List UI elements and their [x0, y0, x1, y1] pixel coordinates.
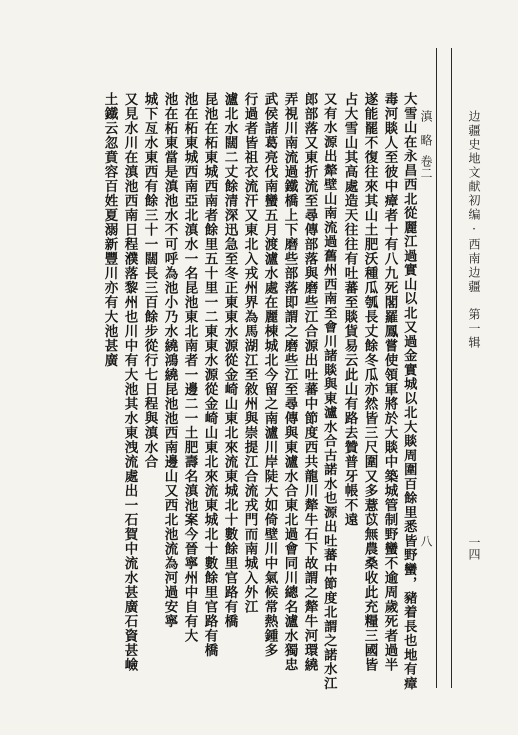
text-column-9: 行過者皆祖衣流汗又東北入戎州界為馬湖江至敘州與崇提江合流戎門而南城入外江: [241, 92, 258, 614]
frame-rule-outer: [451, 48, 452, 688]
text-column-12: 池在柘東城西南亞北滇水一名昆池東北南者一邊二一土肥壽名滇池案今晉寧州中自有大: [181, 92, 198, 643]
text-column-8: 武侯諸葛亮伐南蠻五月渡瀘水處在麗棟城北今留之南瀘川岸陡大如倚壁川中氣候常熱鍾多: [261, 92, 278, 658]
text-column-2: 毒河賧人至彼中瘴者十有八九死閣羅鳳嘗使領軍將於大賧中築城管制野蠻不逾周歲死者過半: [381, 92, 398, 672]
text-column-3: 遂能罷不復往來其山土肥沃種瓜瓠長丈餘冬瓜亦然皆三尺圍又多薏苡無農桑收此充糧三國皆: [361, 92, 378, 672]
text-column-16: 土鐵云忽賁容百姓夏溺新豐川亦有大池甚廣: [101, 92, 118, 368]
text-column-1: 大雪山在永昌西北從麗江過實山以北又過金實城以北大賧周圍百餘里悉皆野蠻，豬着長也地有瘴: [401, 92, 417, 691]
folio-leaf-number: 八: [419, 535, 433, 547]
text-column-11: 昆池在柘東城西南者餘里五十里一二東東水源從金崎山東北來流東城北十數餘里官路有橋: [201, 92, 218, 658]
text-column-4: 占大雪山其高處造天往往有吐蕃至賧貨易云此山有路去贊普牙帳不遠: [341, 92, 358, 527]
page-number: 一四: [467, 536, 481, 560]
series-title: 边疆史地文献初编·西南边疆 第一辑: [467, 110, 481, 350]
text-column-7: 弄視川南流過鐵橋上下磨些部落即謂之磨些江至尋傳與東瀘水合東北過會同川總名瀘水獨忠: [281, 92, 298, 672]
text-column-13: 池在柘東當是滇池水不可呼為池小乃水繞鴻繞昆池池西南邊山又西北池流為河過安寧: [161, 92, 178, 629]
folio-volume: 卷二: [419, 155, 433, 179]
text-column-6: 郎部落又東折流至尋傳部落與磨些江合源出吐蕃中節度西共龍川犛牛石下故謂之犛牛河環繞: [301, 92, 318, 672]
frame-rule-inner: [436, 48, 437, 688]
text-column-10: 瀘北水闊二丈餘清深迅急至冬正東東水源從金崎山東北來流東城北十數餘里官路有橋: [221, 92, 238, 629]
text-column-15: 又見水川在滇池西南日程濮落黎州也川中有大池其水東洩流處出一石賀中流水甚廣石資甚嶮: [121, 92, 138, 672]
text-column-5: 又有水源出犛壁山南流過舊州西南至會川諸賧與東瀘水合古諾水也源出吐蕃中節度北謂之諾水江: [321, 92, 337, 691]
folio-book-title: 滇 略: [419, 110, 433, 146]
text-column-14: 城下亙水東西有餘三十一闊長三百餘步從行七日程與滇水合: [141, 92, 158, 469]
